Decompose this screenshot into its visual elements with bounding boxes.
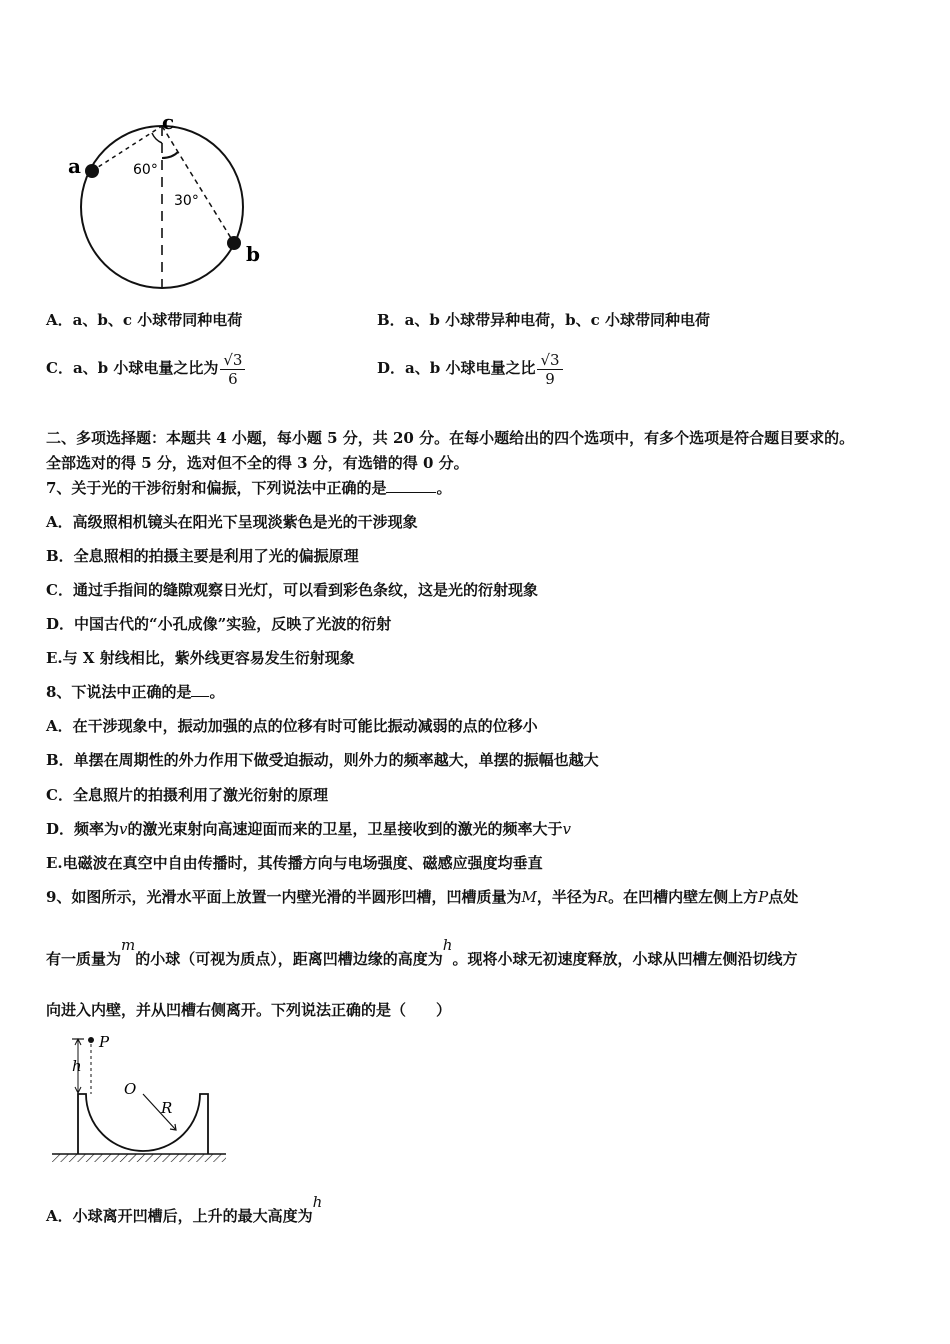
label-b: b (246, 242, 260, 266)
q8-option-b: B．单摆在周期性的外力作用下做受迫振动，则外力的频率越大，单摆的振幅也越大 (46, 751, 599, 769)
label-c: c (162, 110, 175, 134)
label-h: h (72, 1057, 82, 1075)
answer-blank (191, 682, 209, 697)
q7-option-c: C．通过手指间的缝隙观察日光灯，可以看到彩色条纹，这是光的衍射现象 (46, 581, 538, 599)
q8-option-e: E.电磁波在真空中自由传播时，其传播方向与电场强度、磁感应强度均垂直 (46, 854, 543, 872)
ground-hatch (52, 1154, 226, 1162)
fraction-c: $\frac{√3}{6}$ (220, 351, 245, 388)
line-c-b (162, 126, 234, 243)
q8-option-d: D．频率为v的激光束射向高速迎面而来的卫星，卫星接收到的激光的频率大于v (46, 820, 571, 838)
answer-blank (386, 478, 436, 493)
q8-stem: 8、下说法中正确的是 。 (46, 683, 225, 701)
q9-stem-line1: 9、如图所示，光滑水平面上放置一内壁光滑的半圆形凹槽，凹槽质量为M，半径为R。在凹槽内壁左侧上方P点处 (46, 888, 799, 906)
groove-figure (48, 1030, 238, 1172)
q9-stem-line2: 有一质量为m的小球（可视为质点），距离凹槽边缘的高度为h。现将小球无初速度释放，小球从凹槽左侧沿切线方 (46, 936, 798, 968)
label-angle-60: 60° (133, 162, 158, 178)
q6-option-c: C．a、b 小球电量之比为 $\frac{√3}{6}$ (46, 346, 245, 390)
q7-stem: 7、关于光的干涉衍射和偏振，下列说法中正确的是 。 (46, 479, 452, 497)
ball-b (227, 236, 241, 250)
label-a: a (68, 154, 81, 178)
label-o: O (124, 1080, 137, 1098)
q8-option-c: C．全息照片的拍摄利用了激光衍射的原理 (46, 786, 328, 804)
q7-option-e: E.与 X 射线相比，紫外线更容易发生衍射现象 (46, 649, 355, 667)
circle-charges-figure (60, 110, 280, 300)
ball-a (85, 164, 99, 178)
q6-option-b: B．a、b 小球带异种电荷，b、c 小球带同种电荷 (377, 311, 710, 329)
q6-option-a: A．a、b、c 小球带同种电荷 (46, 311, 243, 329)
groove-body (78, 1094, 208, 1154)
q7-option-b: B．全息照相的拍摄主要是利用了光的偏振原理 (46, 547, 359, 565)
fraction-d: $\frac{√3}{9}$ (537, 351, 562, 388)
angle-arc-30 (162, 152, 178, 158)
label-p: P (99, 1033, 110, 1051)
ball-p (88, 1037, 94, 1043)
q7-option-a: A．高级照相机镜头在阳光下呈现淡紫色是光的干涉现象 (46, 513, 418, 531)
q8-option-a: A．在干涉现象中，振动加强的点的位移有时可能比振动减弱的点的位移小 (46, 717, 538, 735)
angle-arc-60 (152, 133, 162, 143)
q7-option-d: D．中国古代的“小孔成像”实验，反映了光波的衍射 (46, 615, 392, 633)
q6-option-d: D．a、b 小球电量之比 $\frac{√3}{9}$ (377, 346, 563, 390)
q9-option-a: A．小球离开凹槽后，上升的最大高度为h (46, 1193, 323, 1225)
q9-stem-line3: 向进入内壁，并从凹槽右侧离开。下列说法正确的是（ ） (46, 1001, 452, 1019)
label-angle-30: 30° (174, 193, 199, 209)
section2-heading-line1: 二、多项选择题：本题共 4 小题，每小题 5 分，共 20 分。在每小题给出的四个选项中，有多个选项是符合题目要求的。 (46, 429, 855, 447)
label-r: R (161, 1099, 173, 1117)
section2-heading-line2: 全部选对的得 5 分，选对但不全的得 3 分，有选错的得 0 分。 (46, 454, 469, 472)
